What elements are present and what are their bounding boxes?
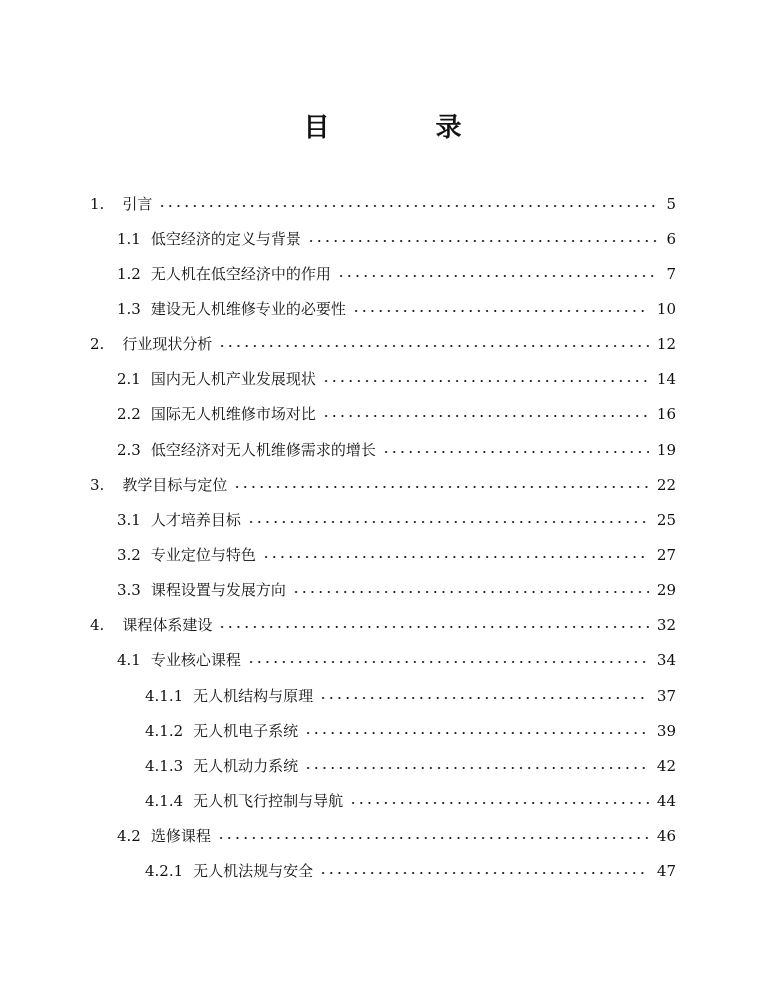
dot-leader (382, 446, 649, 454)
dot-leader (262, 551, 649, 559)
toc-entry-page-number: 34 (656, 651, 676, 670)
toc-entry-page-number: 42 (656, 756, 676, 775)
toc-entry-label: 课程设置与发展方向 (150, 581, 286, 600)
toc-entry[interactable] (0, 327, 676, 362)
toc-entry-label: 无人机结构与原理 (193, 686, 314, 705)
dot-leader (319, 692, 649, 700)
toc-entry-number: 3.1 (117, 510, 141, 529)
toc-entry-number: 2.1 (117, 370, 141, 389)
toc-entry-number: 1. (90, 194, 105, 213)
toc-entry[interactable] (0, 643, 676, 678)
dot-leader (247, 656, 649, 664)
toc-entry[interactable] (0, 502, 676, 537)
toc-entry-label: 低空经济对无人机维修需求的增长 (150, 440, 376, 459)
toc-entry[interactable] (0, 221, 676, 256)
toc-entry-label: 低空经济的定义与背景 (150, 229, 301, 248)
toc-entry-label: 无人机飞行控制与导航 (193, 791, 344, 810)
toc-entry-number: 4.1.3 (145, 756, 184, 775)
toc-entry-number: 4.1 (117, 651, 141, 670)
toc-entry-label: 人才培养目标 (150, 510, 241, 529)
toc-entry-number: 3. (90, 475, 105, 494)
toc-entry-number: 4.1.1 (145, 686, 184, 705)
dot-leader (218, 340, 649, 348)
toc-entry-page-number: 5 (666, 194, 676, 213)
toc-entry-number: 2. (90, 335, 105, 354)
toc-entry-page-number: 37 (656, 686, 676, 705)
dot-leader (304, 762, 649, 770)
toc-entry-number: 2.2 (117, 405, 141, 424)
toc-entry-number: 1.1 (117, 229, 141, 248)
toc-entry-page-number: 19 (656, 440, 676, 459)
toc-entry[interactable] (0, 397, 676, 432)
toc-entry-page-number: 39 (656, 721, 676, 740)
toc-entry-page-number: 14 (656, 370, 676, 389)
toc-entry-number: 3.2 (117, 545, 141, 564)
dot-leader (247, 516, 649, 524)
toc-entry[interactable] (0, 362, 676, 397)
toc-entry-label: 行业现状分析 (122, 335, 213, 354)
toc-entry-page-number: 27 (656, 545, 676, 564)
toc-entry[interactable] (0, 608, 676, 643)
dot-leader (349, 797, 649, 805)
toc-entry-number: 1.3 (117, 299, 141, 318)
dot-leader (307, 235, 659, 243)
dot-leader (218, 621, 649, 629)
dot-leader (322, 410, 649, 418)
toc-entry[interactable] (0, 819, 676, 854)
toc-entry-page-number: 12 (656, 335, 676, 354)
toc-entry-page-number: 6 (666, 229, 676, 248)
toc-entry-number: 4. (90, 616, 105, 635)
toc-entry[interactable] (0, 854, 676, 889)
toc-entry[interactable] (0, 678, 676, 713)
toc-entry[interactable] (0, 256, 676, 291)
toc-entry-label: 引言 (122, 194, 153, 213)
toc-entry-label: 专业定位与特色 (150, 545, 256, 564)
toc-entry-label: 无人机在低空经济中的作用 (150, 264, 331, 283)
dot-leader (304, 727, 649, 735)
toc-entry-page-number: 16 (656, 405, 676, 424)
toc-title: 目 录 (303, 113, 502, 143)
toc-entry-label: 选修课程 (150, 827, 211, 846)
toc-entry-label: 无人机动力系统 (193, 756, 299, 775)
toc-entry-label: 国内无人机产业发展现状 (150, 370, 316, 389)
toc-entry-number: 2.3 (117, 440, 141, 459)
toc-entry-number: 3.3 (117, 581, 141, 600)
toc-entry-label: 无人机电子系统 (193, 721, 299, 740)
toc-entry[interactable] (0, 291, 676, 326)
toc-entry[interactable] (0, 783, 676, 818)
dot-leader (158, 200, 658, 208)
dot-leader (217, 832, 649, 840)
toc-entry-label: 课程体系建设 (122, 616, 213, 635)
toc-entry-page-number: 44 (656, 791, 676, 810)
toc-entry-number: 4.2 (117, 827, 141, 846)
dot-leader (322, 375, 649, 383)
toc-entry-page-number: 46 (656, 827, 676, 846)
toc-entry-number: 4.1.2 (145, 721, 184, 740)
toc-entry[interactable] (0, 748, 676, 783)
dot-leader (352, 305, 649, 313)
toc-entry-number: 4.2.1 (145, 862, 184, 881)
toc-entry-page-number: 32 (656, 616, 676, 635)
dot-leader (292, 586, 649, 594)
toc-entry-page-number: 47 (656, 862, 676, 881)
dot-leader (319, 867, 649, 875)
toc-entry[interactable] (0, 432, 676, 467)
toc-entry-label: 国际无人机维修市场对比 (150, 405, 316, 424)
toc-entry[interactable] (0, 713, 676, 748)
table-of-contents (0, 186, 765, 889)
toc-entry-number: 1.2 (117, 264, 141, 283)
dot-leader (233, 481, 649, 489)
toc-entry-label: 建设无人机维修专业的必要性 (150, 299, 346, 318)
toc-entry[interactable] (0, 186, 676, 221)
toc-entry-page-number: 22 (656, 475, 676, 494)
toc-entry-page-number: 29 (656, 581, 676, 600)
toc-entry[interactable] (0, 537, 676, 572)
toc-entry-page-number: 7 (666, 264, 676, 283)
toc-entry-label: 无人机法规与安全 (193, 862, 314, 881)
toc-entry-page-number: 10 (656, 299, 676, 318)
toc-entry[interactable] (0, 573, 676, 608)
toc-entry-number: 4.1.4 (145, 791, 184, 810)
toc-entry[interactable] (0, 467, 676, 502)
dot-leader (337, 270, 659, 278)
toc-entry-label: 教学目标与定位 (122, 475, 228, 494)
toc-entry-label: 专业核心课程 (150, 651, 241, 670)
toc-entry-page-number: 25 (656, 510, 676, 529)
